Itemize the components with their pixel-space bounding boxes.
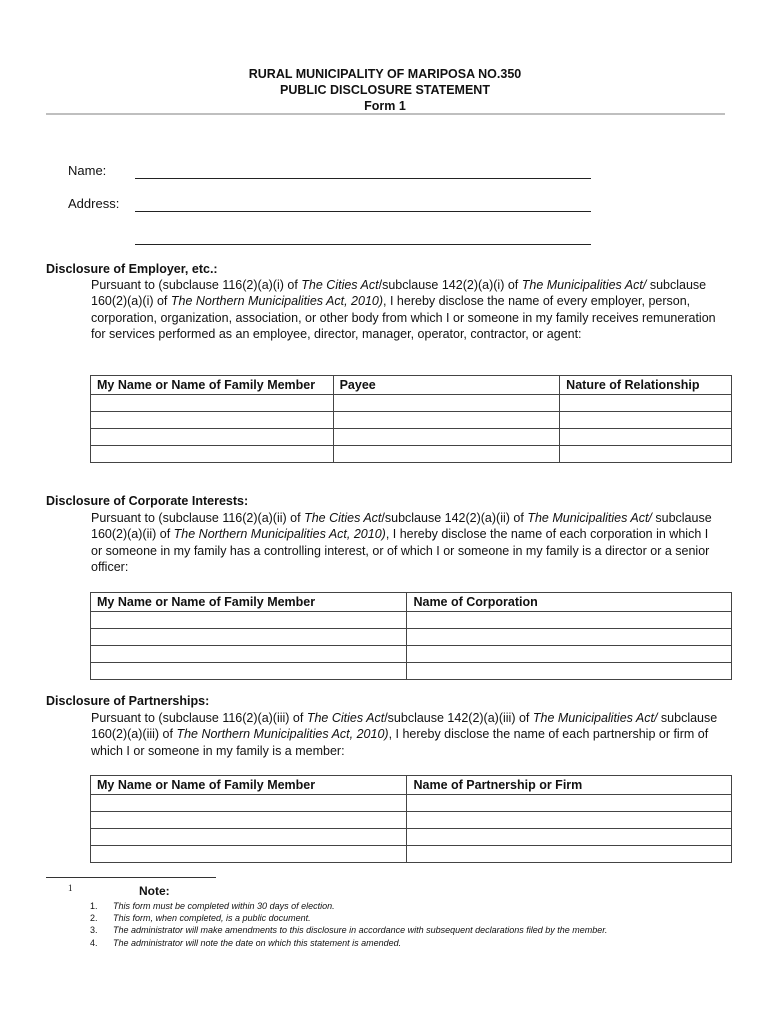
corporate-section-title: Disclosure of Corporate Interests: <box>46 494 249 508</box>
table-cell[interactable] <box>407 612 732 629</box>
footnote-divider <box>46 877 216 878</box>
table-cell[interactable] <box>91 395 334 412</box>
footnote-mark: 1 <box>68 883 73 893</box>
address-field-line2[interactable] <box>135 244 591 245</box>
list-item: 4. The administrator will note the date on which this statement is amended. <box>90 937 402 948</box>
list-item: 3. The administrator will make amendments to this disclosure in accordance with subsequent declarations filed by the member. <box>90 925 608 936</box>
name-field-row <box>68 163 135 178</box>
table-cell[interactable] <box>407 795 732 812</box>
name-label: Name: <box>68 163 107 178</box>
employer-section-title: Disclosure of Employer, etc.: <box>46 262 218 276</box>
table-cell[interactable] <box>91 795 407 812</box>
partnerships-table <box>90 775 732 863</box>
footnote-list <box>90 900 607 949</box>
table-cell[interactable] <box>333 446 560 463</box>
table-row <box>91 663 732 680</box>
table-cell[interactable] <box>91 446 334 463</box>
table-cell[interactable] <box>407 663 732 680</box>
address-field-line1[interactable] <box>135 211 591 212</box>
table-row <box>91 612 732 629</box>
municipality-title: RURAL MUNICIPALITY OF MARIPOSA NO.350 <box>248 67 522 81</box>
form-number: Form 1 <box>364 99 406 113</box>
table-row <box>91 446 732 463</box>
statement-title: PUBLIC DISCLOSURE STATEMENT <box>280 83 490 97</box>
table-cell[interactable] <box>560 429 732 446</box>
address-field-row <box>68 196 135 211</box>
column-header-family-member: My Name or Name of Family Member <box>91 593 407 612</box>
address-label: Address: <box>68 196 120 211</box>
table-row <box>91 629 732 646</box>
column-header-family-member: My Name or Name of Family Member <box>91 776 407 795</box>
table-row <box>91 395 732 412</box>
list-item: 2. This form, when completed, is a public document. <box>90 913 311 924</box>
table-header-row <box>91 593 732 612</box>
table-row <box>91 846 732 863</box>
column-header-partnership: Name of Partnership or Firm <box>407 776 732 795</box>
employer-table <box>90 375 732 463</box>
table-cell[interactable] <box>91 646 407 663</box>
name-field[interactable] <box>135 178 591 179</box>
form-header <box>0 66 770 114</box>
table-row <box>91 795 732 812</box>
table-header-row <box>91 776 732 795</box>
table-row <box>91 829 732 846</box>
header-divider <box>46 113 725 115</box>
column-header-payee: Payee <box>333 376 560 395</box>
partnerships-section-text: Pursuant to (subclause 116(2)(a)(iii) of The Cities Act/subclause 142(2)(a)(iii) of The Municipalities Act/ subclause 160(2)(a)(iii) of The Northern Municipalities Act, 2010), I hereby disclose the name of each partnership or firm of which I or someone in my family is a member: <box>91 711 718 758</box>
table-cell[interactable] <box>91 429 334 446</box>
column-header-family-member: My Name or Name of Family Member <box>91 376 334 395</box>
table-row <box>91 429 732 446</box>
table-row <box>91 412 732 429</box>
table-cell[interactable] <box>333 429 560 446</box>
table-row <box>91 812 732 829</box>
table-cell[interactable] <box>91 829 407 846</box>
column-header-relationship: Nature of Relationship <box>560 376 732 395</box>
list-item: 1. This form must be completed within 30 days of election. <box>90 901 335 911</box>
table-cell[interactable] <box>407 646 732 663</box>
table-cell[interactable] <box>560 446 732 463</box>
table-cell[interactable] <box>407 829 732 846</box>
table-cell[interactable] <box>407 629 732 646</box>
table-cell[interactable] <box>560 412 732 429</box>
column-header-corporation: Name of Corporation <box>407 593 732 612</box>
table-cell[interactable] <box>333 412 560 429</box>
table-cell[interactable] <box>91 846 407 863</box>
table-cell[interactable] <box>91 663 407 680</box>
table-cell[interactable] <box>91 412 334 429</box>
table-cell[interactable] <box>333 395 560 412</box>
table-cell[interactable] <box>91 612 407 629</box>
table-cell[interactable] <box>560 395 732 412</box>
note-title: Note: <box>139 884 170 898</box>
table-cell[interactable] <box>91 812 407 829</box>
table-header-row <box>91 376 732 395</box>
table-cell[interactable] <box>407 812 732 829</box>
table-cell[interactable] <box>407 846 732 863</box>
table-cell[interactable] <box>91 629 407 646</box>
corporate-section-text: Pursuant to (subclause 116(2)(a)(ii) of The Cities Act/subclause 142(2)(a)(ii) of The Municipalities Act/ subclause 160(2)(a)(ii) of The Northern Municipalities Act, 2010), I hereby disclose the name of each corporation in which I or someone in my family has a controlling interest, or of which I or someone in my family is a director or a senior officer: <box>91 511 712 574</box>
corporate-table <box>90 592 732 680</box>
employer-section-text: Pursuant to (subclause 116(2)(a)(i) of The Cities Act/subclause 142(2)(a)(i) of The Municipalities Act/ subclause 160(2)(a)(i) of The Northern Municipalities Act, 2010), I hereby disclose the name of every employer, person, corporation, organization, association, or other body from which I or someone in my family receives remuneration for services performed as an employee, director, manager, operator, contractor, or agent: <box>91 278 716 341</box>
table-row <box>91 646 732 663</box>
partnerships-section-title: Disclosure of Partnerships: <box>46 694 210 708</box>
